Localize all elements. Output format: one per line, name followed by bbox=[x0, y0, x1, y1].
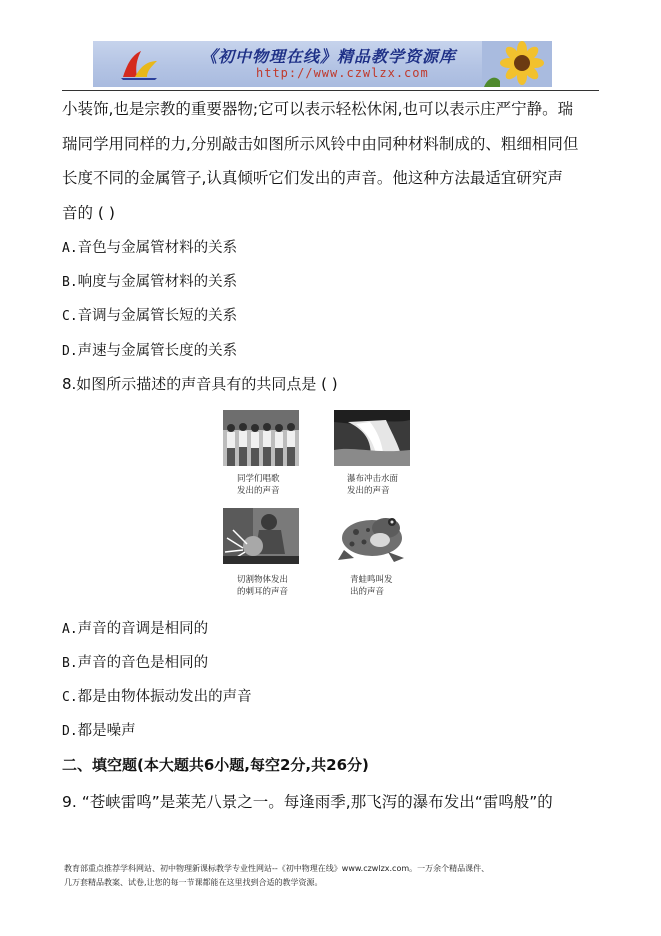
option-text: 都是由物体振动发出的声音 bbox=[77, 689, 252, 705]
q7-text-line-2: 瑞同学用同样的力,分别敲击如图所示风铃中由同种材料制成的、粗细相同但 bbox=[62, 135, 579, 153]
option-text: 音色与金属管材料的关系 bbox=[77, 240, 238, 256]
q7-option-d bbox=[62, 339, 237, 360]
caption-singing bbox=[237, 473, 280, 497]
caption-line: 出的声音 bbox=[350, 587, 385, 597]
option-letter: A. bbox=[62, 241, 78, 256]
q7-option-c bbox=[62, 304, 237, 325]
caption-cutting bbox=[237, 574, 288, 598]
caption-line: 青蛙鸣叫发 bbox=[350, 575, 393, 585]
option-letter: D. bbox=[62, 344, 78, 359]
section-heading: 二、填空题(本大题共6小题,每空2分,共26分) bbox=[62, 756, 369, 774]
footer-line-2: 几万套精品教案、试卷,让您的每一节课都能在这里找到合适的教学资源。 bbox=[64, 878, 323, 887]
q8-option-a bbox=[62, 617, 208, 638]
banner-title: 《初中物理在线》精品教学资源库 bbox=[201, 47, 457, 66]
q9-text-line-1: 9. “苍峡雷鸣”是莱芜八景之一。每逢雨季,那飞泻的瀑布发出“雷鸣般”的 bbox=[62, 793, 553, 811]
footer-line-1: 教育部重点推荐学科网站、初中物理新课标教学专业性网站--《初中物理在线》www.czwlzx.com。一万余个精品课件、 bbox=[64, 864, 490, 873]
option-letter: B. bbox=[62, 656, 78, 671]
caption-line: 的刺耳的声音 bbox=[237, 587, 289, 597]
header-rule bbox=[62, 90, 599, 91]
option-text: 都是噪声 bbox=[77, 723, 136, 739]
q8-option-c bbox=[62, 685, 252, 706]
caption-line: 同学们唱歌 bbox=[237, 474, 280, 484]
q8-option-b bbox=[62, 651, 208, 672]
frog-photo bbox=[334, 508, 410, 564]
caption-line: 切割物体发出 bbox=[237, 575, 289, 585]
q7-option-a bbox=[62, 236, 237, 257]
sunflower-icon bbox=[482, 41, 552, 87]
option-text: 声音的音调是相同的 bbox=[77, 621, 209, 637]
option-text: 声速与金属管长度的关系 bbox=[77, 343, 238, 359]
option-text: 音调与金属管长短的关系 bbox=[77, 308, 238, 324]
caption-line: 发出的声音 bbox=[237, 486, 280, 496]
option-letter: B. bbox=[62, 275, 78, 290]
banner-url: http://www.czwlzx.com bbox=[256, 66, 429, 80]
q7-option-b bbox=[62, 270, 237, 291]
option-letter: C. bbox=[62, 690, 78, 705]
q8-option-d bbox=[62, 719, 136, 740]
option-letter: D. bbox=[62, 724, 78, 739]
option-letter: A. bbox=[62, 622, 78, 637]
header-banner bbox=[93, 41, 552, 87]
caption-frog bbox=[350, 574, 393, 598]
option-text: 响度与金属管材料的关系 bbox=[77, 274, 238, 290]
option-letter: C. bbox=[62, 309, 78, 324]
cutting-object-photo bbox=[223, 508, 299, 564]
q7-text-line-1: 小装饰,也是宗教的重要器物;它可以表示轻松休闲,也可以表示庄严宁静。瑞 bbox=[62, 100, 574, 118]
q8-stem: 8.如图所示描述的声音具有的共同点是 ( ) bbox=[62, 375, 338, 393]
singing-students-photo bbox=[223, 410, 299, 466]
q7-text-line-4: 音的 ( ) bbox=[62, 204, 115, 222]
site-logo-icon bbox=[119, 49, 159, 81]
caption-line: 瀑布冲击水面 bbox=[347, 474, 399, 484]
option-text: 声音的音色是相同的 bbox=[77, 655, 209, 671]
q7-text-line-3: 长度不同的金属管子,认真倾听它们发出的声音。他这种方法最适宜研究声 bbox=[62, 169, 563, 187]
caption-waterfall bbox=[347, 473, 398, 497]
waterfall-photo bbox=[334, 410, 410, 466]
caption-line: 发出的声音 bbox=[347, 486, 390, 496]
